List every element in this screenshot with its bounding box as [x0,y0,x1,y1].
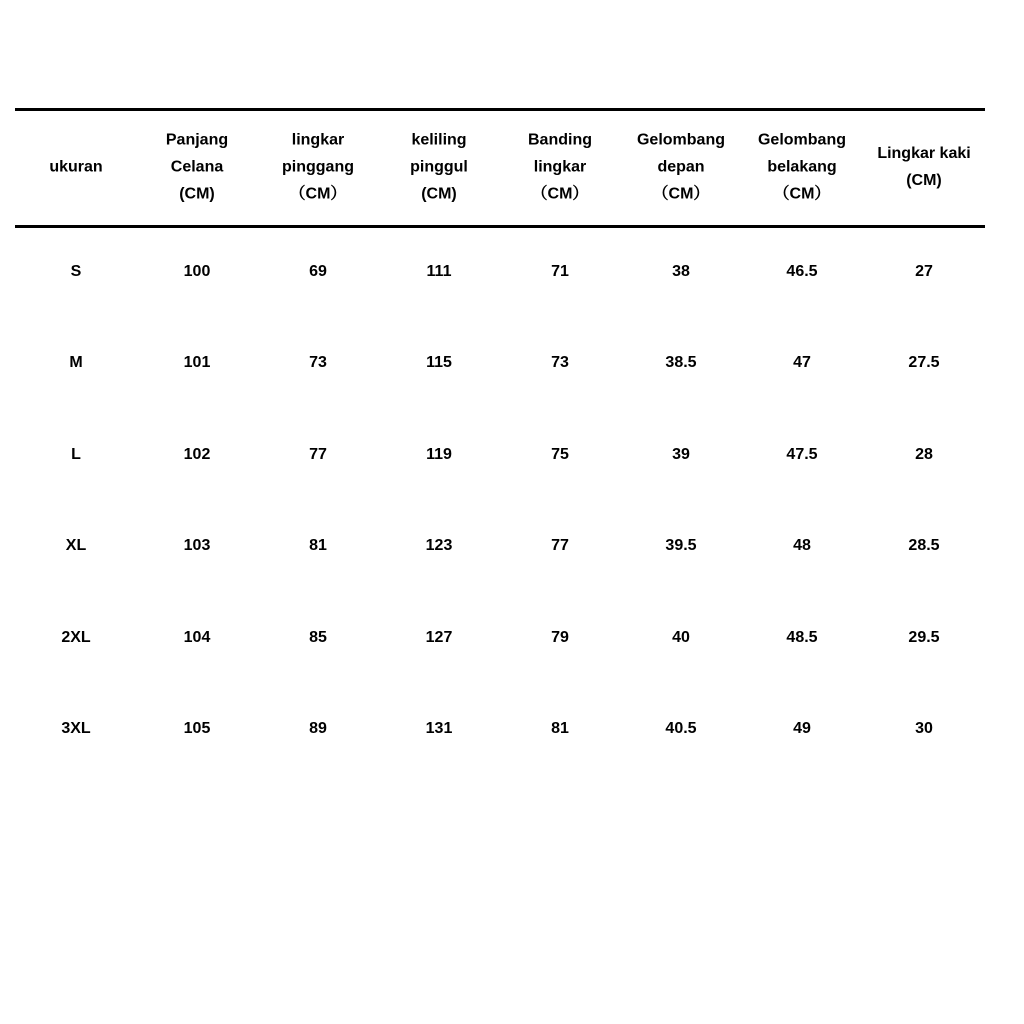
size-label: L [71,446,81,463]
column-header-line: Celana [170,158,224,176]
column-header-line: （CM） [289,185,347,203]
table-cell: 39.5 [665,537,697,554]
column-header [258,127,378,208]
table-cell: 38 [672,263,690,280]
table-cell: 73 [309,354,327,371]
table-cell: 29.5 [908,629,940,646]
table-cell: 79 [551,629,569,646]
table-cell: 127 [425,629,453,646]
table-cell: 89 [309,720,327,737]
table-cell: 115 [426,354,452,371]
table-cell: 75 [551,446,569,463]
column-header-line: ukuran [49,158,103,176]
table-cell: 40.5 [665,720,697,737]
column-header-line: （CM） [531,185,589,203]
table-cell: 102 [183,446,211,463]
column-header-line: lingkar [533,158,587,176]
table-cell: 103 [183,537,211,554]
table-cell: 48.5 [786,629,818,646]
column-header-line: （CM） [652,185,710,203]
column-header [500,127,620,208]
column-header-line: keliling [411,131,467,149]
column-header-line: belakang [767,158,837,176]
column-header [742,127,862,208]
column-header-line: depan [657,158,705,176]
column-header-line: Gelombang [636,131,725,149]
size-label: 3XL [61,720,91,737]
column-header-line: (CM) [179,185,215,203]
table-cell: 28 [915,446,933,463]
table-cell: 40 [672,629,690,646]
table-cell: 48 [793,537,811,554]
column-header-line: Gelombang [757,131,846,149]
table-top-rule [15,108,985,111]
table-cell: 81 [309,537,327,554]
table-cell: 101 [183,354,211,371]
column-header [621,127,741,208]
table-cell: 46.5 [786,263,818,280]
table-cell: 77 [309,446,327,463]
table-cell: 47.5 [786,446,818,463]
size-label: XL [65,537,87,554]
table-cell: 71 [551,263,569,280]
column-header-line: lingkar [291,131,345,149]
column-header [864,140,984,194]
table-cell: 123 [425,537,453,554]
table-cell: 85 [309,629,327,646]
table-cell: 38.5 [665,354,697,371]
column-header-line: Panjang [165,131,229,149]
table-cell: 73 [551,354,569,371]
table-cell: 28.5 [908,537,940,554]
table-cell: 49 [793,720,811,737]
column-header-line: (CM) [421,185,457,203]
column-header [379,127,499,208]
column-header [16,154,136,181]
table-cell: 104 [183,629,211,646]
column-header [137,127,257,208]
table-cell: 47 [793,354,811,371]
table-cell: 39 [672,446,690,463]
column-header-line: Banding [528,131,592,149]
column-header-line: pinggul [410,158,468,176]
table-cell: 69 [309,263,327,280]
table-cell: 81 [551,720,569,737]
table-cell: 27 [915,263,933,280]
size-label: 2XL [61,629,91,646]
table-cell: 111 [426,263,452,280]
column-header-line: Lingkar kaki [877,145,971,162]
table-cell: 119 [426,446,452,463]
column-header-line: (CM) [906,172,942,189]
size-label: S [70,263,82,280]
size-label: M [69,354,83,371]
table-cell: 30 [915,720,933,737]
column-header-line: （CM） [773,185,831,203]
table-cell: 100 [183,263,211,280]
table-cell: 131 [425,720,453,737]
table-cell: 77 [551,537,569,554]
header-bottom-rule [15,225,985,228]
column-header-line: pinggang [282,158,354,176]
table-cell: 105 [183,720,211,737]
table-cell: 27.5 [908,354,940,371]
